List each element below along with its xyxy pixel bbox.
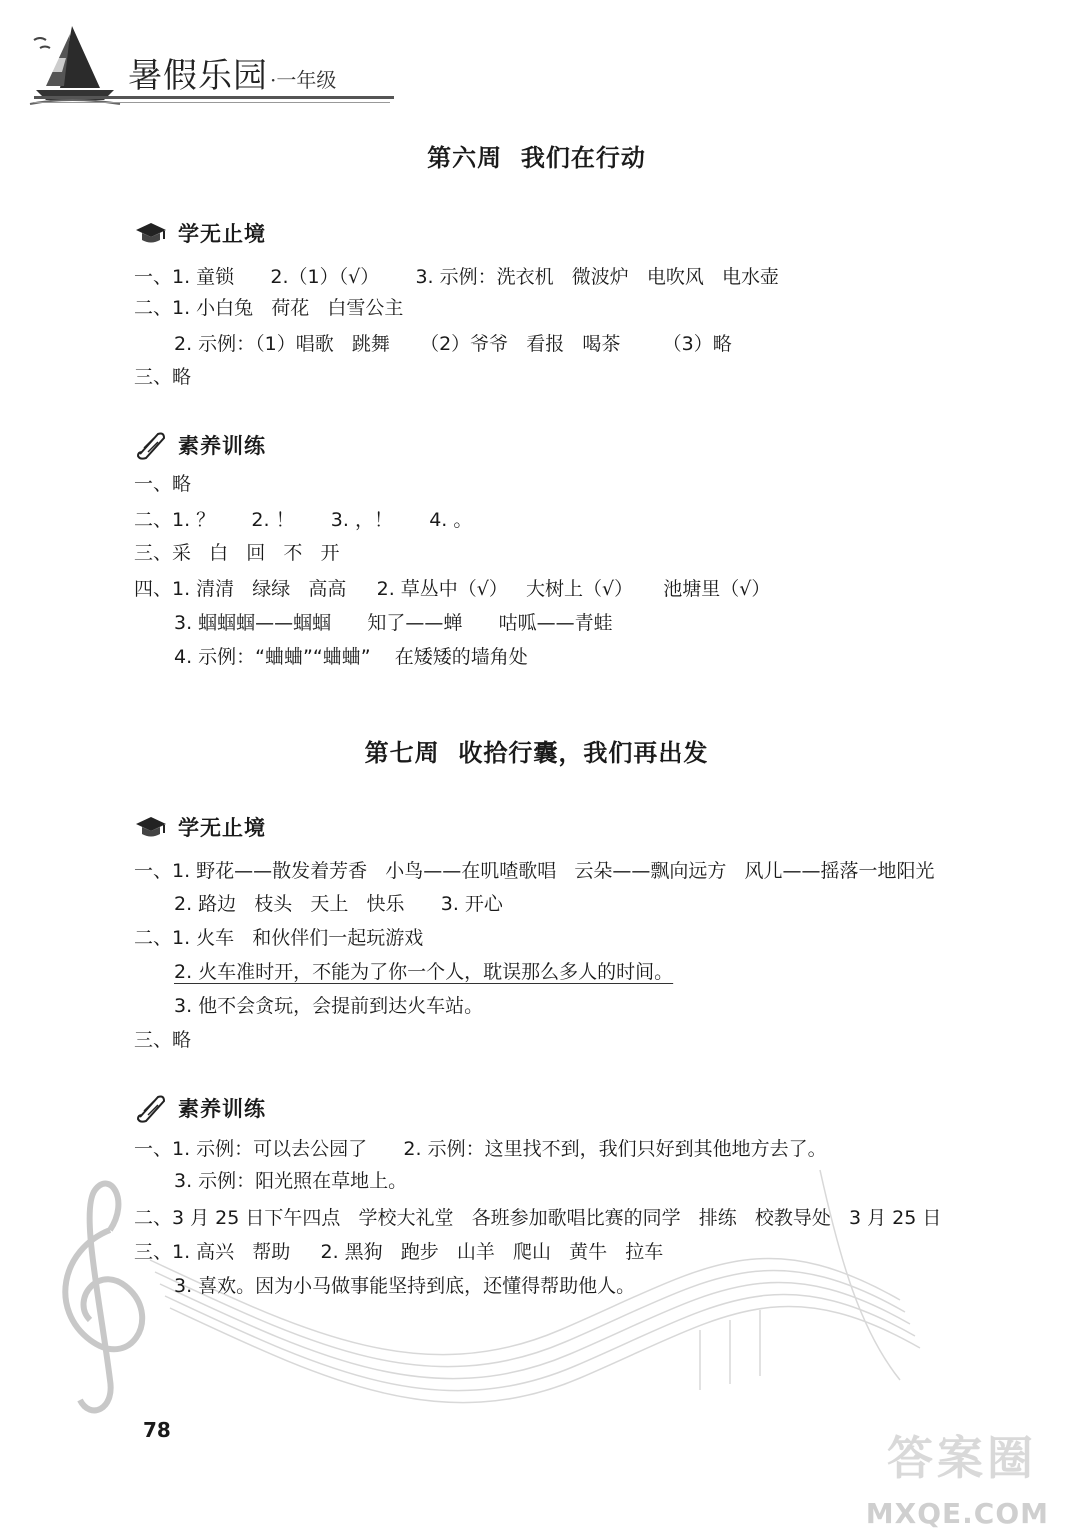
answer-line: 2. 路边 枝头 天上 快乐 3. 开心	[174, 893, 503, 915]
graduation-cap-icon	[134, 221, 168, 245]
answer-line: 一、略	[134, 473, 192, 495]
answer-line-underlined: 2. 火车准时开，不能为了你一个人，耽误那么多人的时间。	[174, 961, 674, 983]
week6-section-training	[134, 430, 266, 460]
answer-line: 4. 示例：“蛐蛐”“蛐蛐” 在矮矮的墙角处	[174, 646, 528, 668]
week6-section-learning	[134, 218, 266, 248]
watermark-url: MXQE.COM	[865, 1497, 1049, 1530]
page-number: 78	[143, 1418, 171, 1442]
graduation-cap-icon	[134, 815, 168, 839]
answer-line: 3. 蝈蝈蝈——蝈蝈 知了——蝉 咕呱——青蛙	[174, 612, 613, 634]
answer-line: 3. 喜欢。因为小马做事能坚持到底，还懂得帮助他人。	[174, 1275, 636, 1297]
answer-line: 二、1. 小白兔 荷花 白雪公主	[134, 297, 404, 319]
answer-line: 三、略	[134, 366, 192, 388]
week7-section-training	[134, 1093, 266, 1123]
week7-title: 第七周 收拾行囊，我们再出发	[364, 739, 709, 767]
answer-line: 四、1. 清清 绿绿 高高 2. 草丛中（√） 大树上（√） 池塘里（√）	[134, 578, 771, 600]
brand-title: 暑假乐园	[128, 56, 268, 96]
answer-line: 二、1. ？ 2. ！ 3. ，！ 4. 。	[134, 509, 473, 531]
watermark-logo: 答案圈	[887, 1431, 1037, 1485]
week7-section-learning	[134, 812, 266, 842]
sailboat-logo-icon	[30, 26, 120, 104]
answer-line: 一、1. 童锁 2.（1）（√） 3. 示例：洗衣机 微波炉 电吹风 电水壶	[134, 266, 779, 288]
answer-line: 二、3 月 25 日下午四点 学校大礼堂 各班参加歌唱比赛的同学 排练 校教导处 3 月 25 日	[134, 1207, 942, 1229]
header-divider	[34, 96, 394, 99]
header-divider-thin	[34, 102, 390, 103]
answer-line: 3. 他不会贪玩，会提前到达火车站。	[174, 995, 484, 1017]
answer-line: 3. 示例：阳光照在草地上。	[174, 1170, 408, 1192]
section-label: 素养训练	[178, 434, 266, 458]
section-label: 素养训练	[178, 1097, 266, 1121]
scroll-icon	[134, 1093, 168, 1123]
answer-line: 一、1. 示例：可以去公园了 2. 示例：这里找不到，我们只好到其他地方去了。	[134, 1138, 827, 1160]
treble-clef-icon	[65, 1184, 142, 1411]
answer-line: 三、略	[134, 1029, 192, 1051]
answer-line: 2. 示例：（1）唱歌 跳舞 （2）爷爷 看报 喝茶 （3）略	[174, 333, 732, 355]
scroll-icon	[134, 430, 168, 460]
section-label: 学无止境	[178, 816, 266, 840]
week6-title: 第六周 我们在行动	[427, 144, 646, 172]
answer-line: 二、1. 火车 和伙伴们一起玩游戏	[134, 927, 424, 949]
brand-grade: ·一年级	[270, 68, 337, 92]
header-brand	[128, 48, 337, 96]
answer-line: 一、1. 野花——散发着芳香 小鸟——在叽喳歌唱 云朵——飘向远方 风儿——摇落一地阳光	[134, 860, 935, 882]
section-label: 学无止境	[178, 222, 266, 246]
answer-line: 三、采 白 回 不 开	[134, 542, 340, 564]
answer-line: 三、1. 高兴 帮助 2. 黑狗 跑步 山羊 爬山 黄牛 拉车	[134, 1241, 664, 1263]
